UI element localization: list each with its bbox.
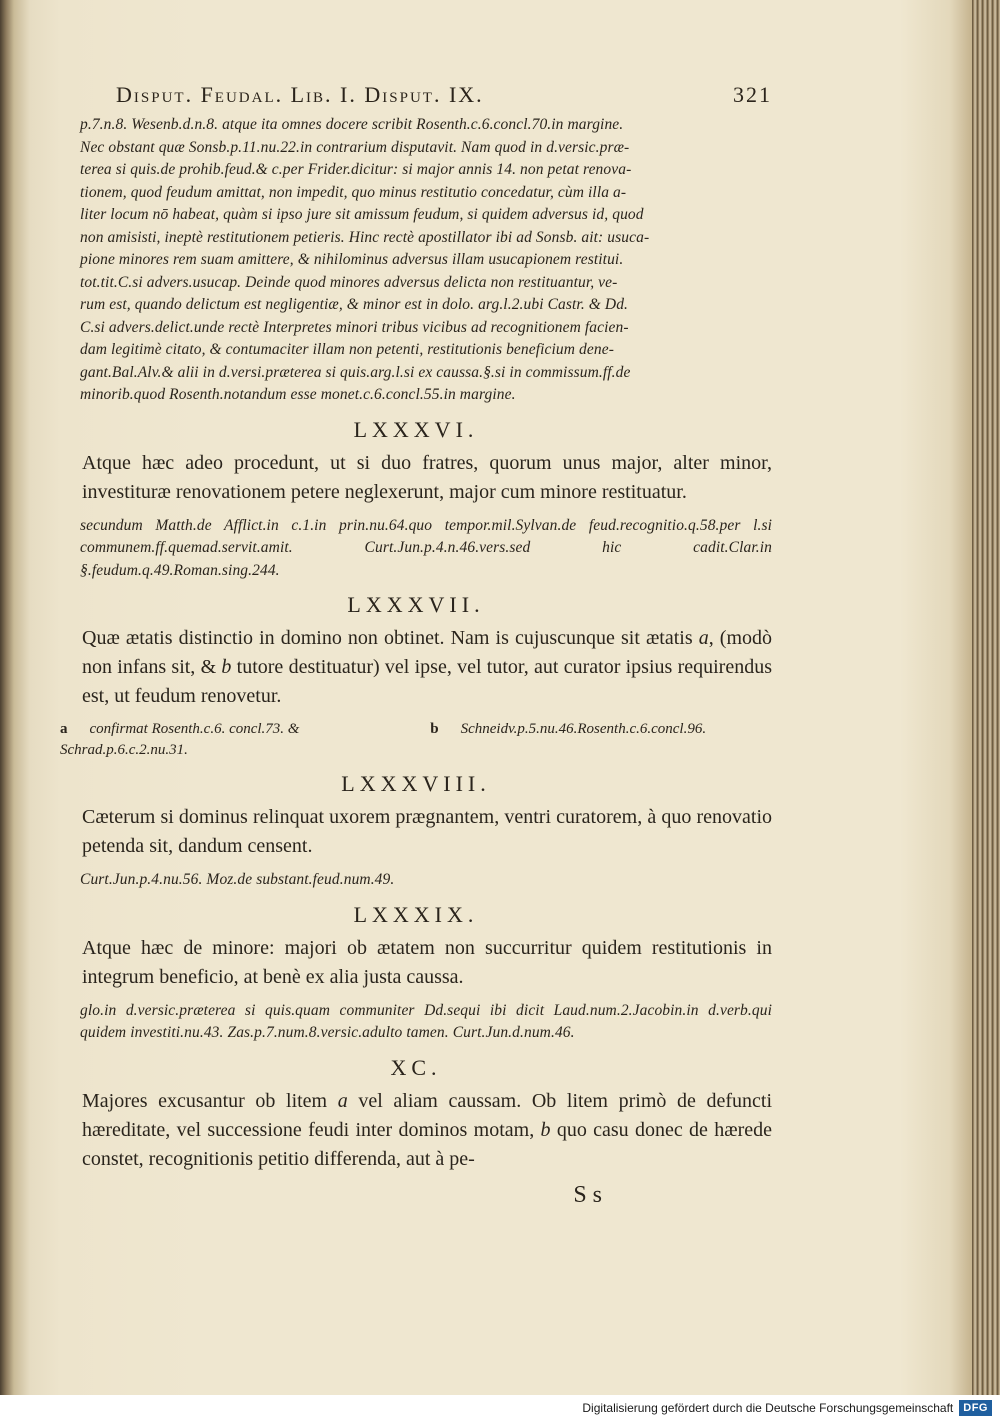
footnote-a xyxy=(60,719,402,761)
footnotes xyxy=(60,719,772,761)
dfg-logo: DFG xyxy=(959,1400,992,1416)
footnote-text: Schneidv.p.5.nu.46.Rosenth.c.6.concl.96. xyxy=(460,721,707,737)
digitization-footer xyxy=(0,1395,1000,1420)
note-line: pione minores rem suam amittere, & nihilominus adversus illam usucapionem restitui. xyxy=(80,251,624,268)
footnote-b xyxy=(430,719,772,761)
footnote-sign: a xyxy=(698,627,709,649)
note-line: tot.tit.C.si advers.usucap. Deinde quod minores adversus delicta non restituantur, ve- xyxy=(80,273,618,291)
section-note: secundum Matth.de Afflict.in c.1.in prin.nu.64.quo tempor.mil.Sylvan.de feud.recognitio.q.58.per l.si communem.ff.quemad.servit.amit. Curt.Jun.p.4.n.46.vers.sed hic cadit.Clar.in §.feudum.q.49.Roman.sing.244. xyxy=(80,516,772,579)
note-line: rum est, quando delictum est negligentiæ, & minor est in dolo. arg.l.2.ubi Castr. & Dd. xyxy=(80,296,629,313)
footnote-sign: b xyxy=(540,1118,551,1141)
footnote-sign: b xyxy=(221,656,232,678)
marginal-note xyxy=(80,114,772,407)
note-line: terea si quis.de prohib.feud.& c.per Frider.dicitur: si major annis 14. non petat renova- xyxy=(80,161,632,178)
note-line: p.7.n.8. Wesenb.d.n.8. atque ita omnes docere scribit Rosenth.c.6.concl.70.in margine. xyxy=(80,116,624,133)
note-line: C.si advers.delict.unde rectè Interpretes minori tribus vicibus ad recognitionem facien- xyxy=(80,318,629,336)
section-note: glo.in d.versic.præterea si quis.quam communiter Dd.sequi ibi dicit Laud.num.2.Jacobin.in d.verb.qui quidem investiti.nu.43. Zas.p.7.num.8.versic.adulto tamen. Curt.Jun.d.num.46. xyxy=(80,1001,772,1041)
section-heading: XC. xyxy=(390,1054,442,1080)
text-part: vel aliam caussam. Ob litem primò de defuncti hæreditate, vel successione feudi inter dominos motam, xyxy=(82,1089,773,1141)
note-line: dam legitimè citato, & contumaciter illam non petenti, restitutionis beneficium dene- xyxy=(80,341,614,358)
note-line: liter locum nō habeat, quàm si ipso jure sit amissum feudum, si quidem adversus id, quod xyxy=(80,206,644,223)
section-heading: LXXXVII. xyxy=(347,592,485,617)
section-text: Atque hæc de minore: majori ob ætatem non succurritur quidem restitutionis in integrum beneficio, at benè ex alia justa caussa. xyxy=(82,936,772,988)
section-heading: LXXXIX. xyxy=(353,901,479,927)
footnote-text: confirmat Rosenth.c.6. concl.73. & Schrad.p.6.c.2.nu.31. xyxy=(60,721,300,758)
footnote-sign: a xyxy=(337,1089,348,1112)
section-heading: LXXXVIII. xyxy=(341,771,491,796)
text-part: Quæ ætatis distinctio in domino non obtinet. Nam is cujuscunque sit ætatis xyxy=(82,627,693,649)
note-line: Nec obstant quæ Sonsb.p.11.nu.22.in contrarium disputavit. Nam quod in d.versic.præ- xyxy=(80,138,630,156)
note-line: minorib.quod Rosenth.notandum esse monet.c.6.concl.55.in margine. xyxy=(80,386,516,403)
section-heading: LXXXVI. xyxy=(353,416,479,442)
page-number: 321 xyxy=(733,82,772,107)
text-block xyxy=(60,82,772,1322)
footer-text: Digitalisierung gefördert durch die Deutsche Forschungsgemeinschaft xyxy=(582,1400,954,1415)
running-header xyxy=(116,82,772,108)
section-text: Cæterum si dominus relinquat uxorem prægnantem, ventri curatorem, à quo renovatio petenda sit, dandum censent. xyxy=(82,806,772,857)
running-title: Disput. Feudal. Lib. I. Disput. IX. xyxy=(116,82,484,107)
page-fore-edge xyxy=(972,0,1000,1395)
text-part: , (modò non infans sit, & xyxy=(82,627,773,678)
section-text: Atque hæc adeo procedunt, ut si duo fratres, quorum unus major, alter minor, investituræ renovationem petere neglexerunt, major cum minore restituatur. xyxy=(82,451,772,503)
text-part: tutore destituatur) vel ipse, vel tutor, aut curator ipsius requirendus est, ut feudum renovetur. xyxy=(82,656,772,707)
section-text xyxy=(82,1087,772,1174)
text-part: quo casu donec de hærede constet, recognitionis petitio differenda, aut à pe- xyxy=(82,1118,772,1170)
text-part: Majores excusantur ob litem xyxy=(82,1089,328,1112)
footnote-mark: a xyxy=(60,721,68,737)
note-line: gant.Bal.Alv.& alii in d.versi.præterea si quis.arg.l.si ex caussa.§.si in commissum.ff.de xyxy=(80,363,631,381)
section-text xyxy=(82,624,772,711)
note-line: tionem, quod feudum amittat, non impedit, quo minus restitutio concedatur, cùm illa a- xyxy=(80,183,627,201)
footnote-mark: b xyxy=(430,721,439,737)
note-line: non amisisti, ineptè restitutionem petieris. Hinc rectè apostillator ibi ad Sonsb. ait: usuca- xyxy=(80,228,650,246)
signature-mark: S s xyxy=(573,1181,602,1208)
section-note: Curt.Jun.p.4.nu.56. Moz.de substant.feud.num.49. xyxy=(80,871,395,888)
